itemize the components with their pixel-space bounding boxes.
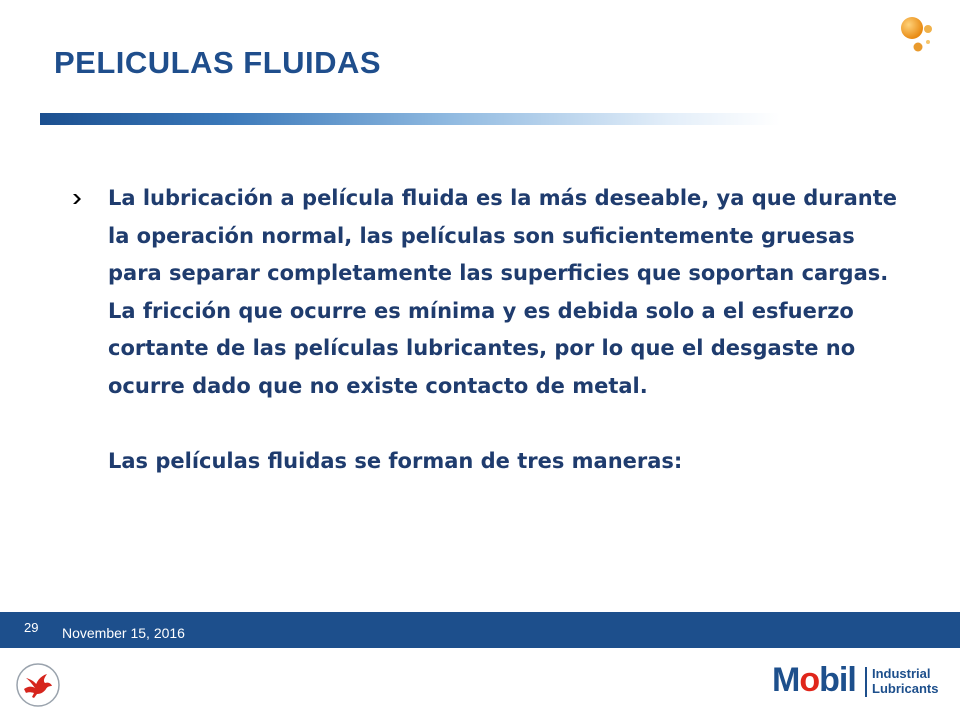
slide-number: 29 — [24, 620, 39, 635]
slide-body — [108, 180, 908, 480]
title-underline-gradient — [40, 113, 780, 125]
paragraph-fluid-film: La lubricación a película fluida es la más deseable, ya que durante la operación normal, las películas son suficientemente gruesas para separar completamente las superficies que soportan cargas. — [108, 186, 898, 285]
pegasus-icon — [14, 662, 62, 708]
paragraph-spacer — [108, 405, 908, 443]
slide-title: PELICULAS FLUIDAS — [54, 45, 382, 80]
logo-subtitle-line1: Industrial — [872, 666, 931, 681]
slide-date: November 15, 2016 — [62, 625, 185, 641]
arrow-bullet-icon — [72, 193, 84, 205]
logo-subtitle — [872, 666, 938, 696]
logo-divider — [865, 667, 867, 697]
paragraph-friction: La fricción que ocurre es mínima y es debida solo a el esfuerzo cortante de las películas lubricantes, por lo que el desgaste no ocurre dado que no existe contacto de metal. — [108, 298, 856, 398]
mobil-wordmark: Mobil — [772, 661, 856, 699]
mobil-industrial-lubricants-logo — [772, 661, 944, 699]
logo-subtitle-line2: Lubricants — [872, 681, 939, 696]
dots-decoration-icon — [898, 14, 938, 56]
paragraph-forms: Las películas fluidas se forman de tres maneras: — [108, 448, 683, 473]
